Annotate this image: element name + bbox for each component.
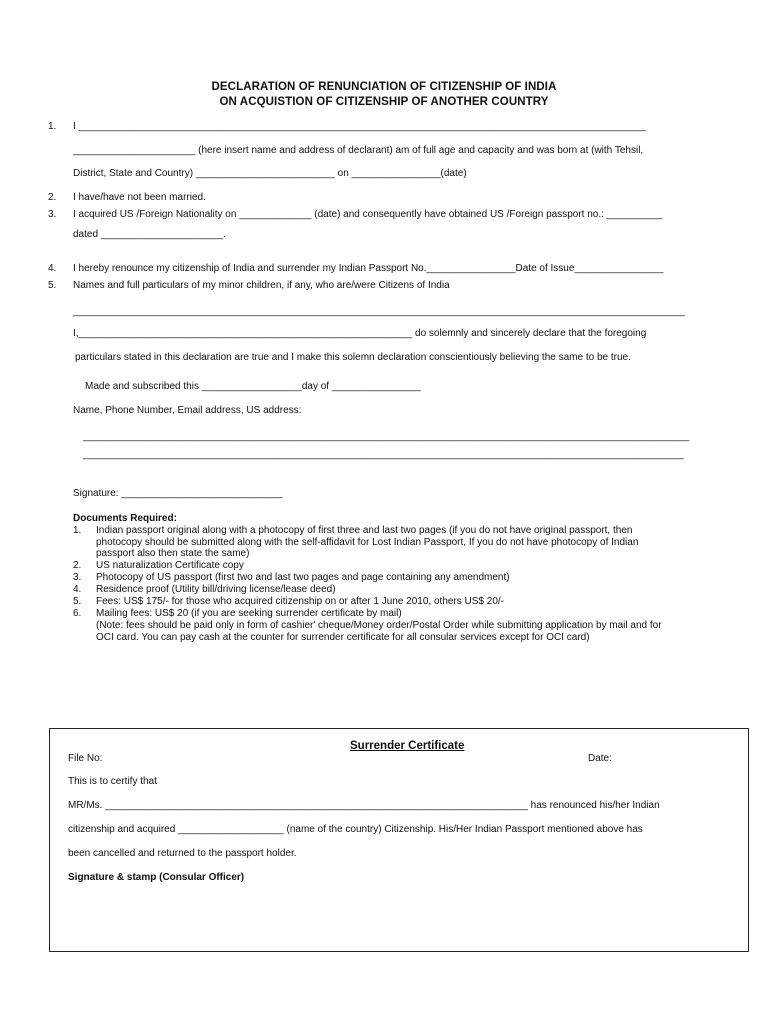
doc-1-number: 1. xyxy=(73,525,82,536)
doc-1-line-1: Indian passport original along with a photocopy of first three and last two pages (if you do not have original passport, then xyxy=(96,525,633,536)
item-3-number: 3. xyxy=(48,209,57,220)
doc-6-number: 6. xyxy=(73,608,82,619)
certificate-title: Surrender Certificate xyxy=(350,740,465,752)
passport-dated-line: dated ______________________. xyxy=(73,229,226,240)
page-title: DECLARATION OF RENUNCIATION OF CITIZENSHIP OF INDIA xyxy=(211,81,557,93)
marital-status-line: I have/have not been married. xyxy=(73,192,206,203)
doc-1-line-3: passport also then state the same) xyxy=(96,548,250,559)
signature-line: Signature: _____________________________ xyxy=(73,488,283,499)
doc-4-line-1: Residence proof (Utility bill/driving license/lease deed) xyxy=(96,584,336,595)
declarant-name-line: I ______________________________________________________________________________________________________ xyxy=(73,121,646,132)
doc-3-line-1: Photocopy of US passport (first two and last two pages and page containing any amendment) xyxy=(96,572,510,583)
certify-label: This is to certify that xyxy=(68,776,157,787)
doc-3-number: 3. xyxy=(73,572,82,583)
doc-5-number: 5. xyxy=(73,596,82,607)
documents-heading: Documents Required: xyxy=(73,513,177,524)
doc-2-line-1: US naturalization Certificate copy xyxy=(96,560,244,571)
declarant-address-line: ______________________ (here insert name and address of declarant) am of full age and capacity and was born at (with Tehsil, xyxy=(73,145,644,156)
date-label: Date: xyxy=(588,753,612,764)
cancelled-line: been cancelled and returned to the passport holder. xyxy=(68,848,297,859)
birthplace-line: District, State and Country) _________________________ on ________________(date) xyxy=(73,168,467,179)
doc-6-line-2: (Note: fees should be paid only in form of cashier' cheque/Money order/Postal Order while submitting application by mail and for xyxy=(96,620,662,631)
item-1-number: 1. xyxy=(48,121,57,132)
solemn-declaration-line: I,____________________________________________________________ do solemnly and sincerely declare that the foregoing xyxy=(73,328,647,339)
doc-6-line-1: Mailing fees: US$ 20 (if you are seeking surrender certificate by mail) xyxy=(96,608,402,619)
children-blank-line: ______________________________________________________________________________________________________________ xyxy=(73,306,685,317)
mr-ms-line: MR/Ms. ____________________________________________________________________________ has renounced his/her Indian xyxy=(68,800,660,811)
contact-blank-line-2: ____________________________________________________________________________________________________________ xyxy=(83,449,684,460)
item-4-number: 4. xyxy=(48,263,57,274)
doc-2-number: 2. xyxy=(73,560,82,571)
contact-label: Name, Phone Number, Email address, US address: xyxy=(73,405,302,416)
contact-blank-line-1: _____________________________________________________________________________________________________________ xyxy=(83,431,690,442)
minor-children-line: Names and full particulars of my minor children, if any, who are/were Citizens of India xyxy=(73,280,450,291)
renounce-line: I hereby renounce my citizenship of India and surrender my Indian Passport No.________________Date of Issue________________ xyxy=(73,263,664,274)
doc-1-line-2: photocopy should be submitted along with the self-affidavit for Lost Indian Passport, If you do not have photocopy of Indian xyxy=(96,537,639,548)
doc-4-number: 4. xyxy=(73,584,82,595)
item-5-number: 5. xyxy=(48,280,57,291)
page-subtitle: ON ACQUISTION OF CITIZENSHIP OF ANOTHER COUNTRY xyxy=(219,96,549,108)
surrender-certificate-box xyxy=(49,728,749,952)
doc-6-line-3: OCI card. You can pay cash at the counter for surrender certificate for all consular services except for OCI card) xyxy=(96,632,590,643)
doc-5-line-1: Fees: US$ 175/- for those who acquired citizenship on or after 1 June 2010, others US$ 20/- xyxy=(96,596,505,607)
citizenship-line: citizenship and acquired ___________________ (name of the country) Citizenship. His/Her Indian Passport mentioned above has xyxy=(68,824,643,835)
solemn-declaration-line-2: particulars stated in this declaration are true and I make this solemn declaration conscientiously believing the same to be true. xyxy=(75,352,631,363)
foreign-nationality-line: I acquired US /Foreign Nationality on _____________ (date) and consequently have obtained US /Foreign passport no.: __________ xyxy=(73,209,663,220)
item-2-number: 2. xyxy=(48,192,57,203)
file-no-label: File No: xyxy=(68,753,103,764)
made-subscribed-line: Made and subscribed this __________________day of ________________ xyxy=(85,381,421,392)
signature-stamp-label: Signature & stamp (Consular Officer) xyxy=(68,872,245,883)
